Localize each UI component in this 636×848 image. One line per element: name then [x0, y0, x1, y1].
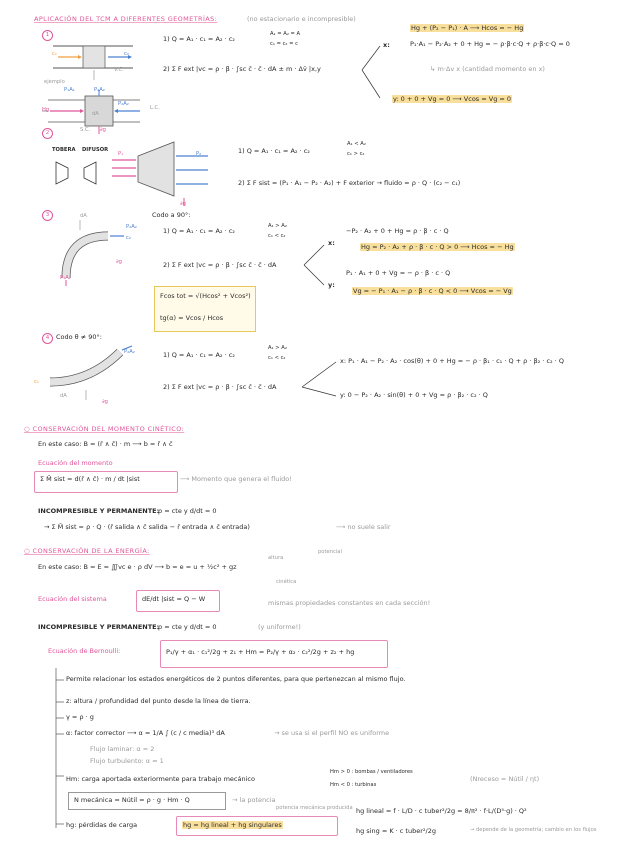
case3-y-axis: y: — [328, 281, 335, 289]
section3-hg-sing-note: → depende de la geometría; cambio en los flujos — [470, 827, 597, 833]
case1-y-eq-text: y: 0 + 0 + Vg = 0 ⟶ Vcos = Vg = 0 — [393, 95, 512, 103]
case1-x-eq1-text: Hg + (P₂ − P₁) · A ⟶ Hcos = − Hg — [411, 24, 524, 32]
section3-cond-note: (y uniforme!) — [258, 623, 301, 631]
case3-brace2: c₁ < c₂ — [268, 233, 286, 239]
case2-momentum: 2) Σ F sist = (P₁ · A₁ − P₂ · A₂) + F exterior → fluido = ρ · Q · (c₂ − c₁) — [238, 179, 461, 187]
case3-p2a2: P₂A₂ — [126, 224, 137, 230]
case1-ejemplo: ejemplo — [44, 79, 65, 85]
case3-y-eq2 — [352, 288, 513, 295]
case1-number: 1 — [42, 30, 53, 41]
case4-x-eq: x: P₁ · A₁ − P₂ · A₂ · cos(θ) + 0 + Hg = − ρ · β₁ · c₁ · Q + ρ · β₂ · c₂ · Q — [340, 357, 564, 365]
case2-nozzle-icons — [54, 160, 114, 190]
case1-p2a2-top: P₂A₂ — [94, 87, 105, 93]
case2-vg: ∂g — [180, 201, 186, 207]
case1-x-eq2: P₁·A₁ − P₂·A₂ + 0 + Hg = − ρ·β·c·Q + ρ·β·c·Q = 0 — [410, 40, 570, 48]
case3-p1a1: P₁A₁ — [60, 275, 71, 281]
section3-incompresible: INCOMPRESIBLE Y PERMANENTE: — [38, 623, 160, 631]
section3-b4: α: factor corrector ⟶ α = 1/A ∫ (c / c media)³ dA — [66, 729, 225, 737]
section3-laminar: Flujo laminar: α = 2 — [90, 745, 155, 753]
section3-cond: ρ = cte y d/dt = 0 — [158, 623, 217, 631]
case1-momentum: 2) Σ F ext |vc = ρ · β · ∫sc c̄ · c̄ · dA ± m · Δv̄ |x,y — [163, 65, 321, 73]
section2-title-text: CONSERVACIÓN DEL MOMENTO CINÉTICO: — [32, 425, 185, 433]
case1-y-eq — [392, 96, 512, 103]
case1-da-label: dA — [92, 111, 99, 117]
section3-cinetica: cinética — [276, 579, 297, 585]
case4-number: 4 — [42, 333, 53, 344]
section3-b1: Permite relacionar los estados energéticos de 2 puntos diferentes, para que pertenezcan al mismo flujo. — [66, 675, 406, 683]
section3-bernoulli-label: Ecuación de Bernoulli: — [48, 647, 121, 655]
case1-continuity: 1) Q = A₁ · c₁ = A₂ · c₂ — [163, 35, 235, 43]
case3-x-eq2 — [360, 244, 515, 251]
case1-x-eq3: ↳ m·Δv x (cantidad momento en x) — [430, 65, 545, 73]
section3-props: mismas propiedades constantes en cada sección! — [268, 599, 431, 607]
case3-fcos: Fcos tot = √(Hcos² + Vcos²) — [160, 292, 251, 300]
case3-x-eq1: −P₂ · A₂ + 0 + Hg = ρ · β · c · Q — [346, 227, 449, 235]
section3-hg-eq — [182, 822, 283, 829]
section3-b4-note: → se usa si el perfil NO es uniforme — [274, 729, 390, 737]
case3-x-eq2-text: Hg = P₂ · A₂ + ρ · β · c · Q > 0 ⟶ Hcos = − Hg — [361, 243, 514, 251]
section3-title — [24, 548, 150, 555]
case3-momentum: 2) Σ F ext |vc = ρ · β · ∫sc c̄ · c̄ · dA — [163, 261, 277, 269]
case4-y-eq: y: 0 − P₂ · A₂ · sin(θ) + 0 + Vg = ρ · β₂ · c₂ · Q — [340, 391, 488, 399]
section3-altura: altura — [268, 555, 284, 561]
case1-sc-label: S.C. — [80, 127, 91, 133]
case4-vg: ∂g — [102, 399, 108, 405]
case1-x-eq1 — [410, 25, 524, 32]
case2-number: 2 — [42, 128, 53, 139]
case1-p2a2-right: P₂A₂ — [118, 101, 129, 107]
section3-formula: dE/dt |sist = Q − W — [142, 595, 206, 603]
case1-label-c1: c₁ — [52, 51, 57, 57]
case4-title: Codo θ ≠ 90°: — [56, 333, 102, 341]
case1-hg-left: Hg — [42, 107, 50, 113]
case1-brace1: A₁ = A₂ = A — [270, 31, 301, 37]
section3-hm-b2: Hm < 0 : turbinas — [330, 782, 377, 788]
section3-ecuacion: Ecuación del sistema — [38, 595, 107, 603]
case3-x-axis: x: — [328, 239, 335, 247]
section3-nutil-note: → la potencia — [232, 796, 276, 804]
case3-y-eq1: P₁ · A₁ + 0 + Vg = − ρ · β · c · Q — [346, 269, 451, 277]
case2-difusor: DIFUSOR — [82, 147, 109, 153]
section2-result-note: ⟶ no suele salir — [336, 523, 391, 531]
case4-continuity: 1) Q = A₁ · c₁ = A₂ · c₂ — [163, 351, 235, 359]
case4-p2a2: P₂A₂ — [124, 349, 135, 355]
section3-hg-eq-text: hg = hg lineal + hg singulares — [183, 821, 282, 829]
section2-result: → Σ M̄ sist = ρ · Q · (r̄ salida ∧ c̄ salida − r̄ entrada ∧ c̄ entrada) — [44, 523, 250, 531]
section1-title: APLICACIÓN DEL TCM A DIFERENTES GEOMETRÍAS: — [34, 15, 218, 23]
section2-incompresible: INCOMPRESIBLE Y PERMANENTE: — [38, 507, 160, 515]
case1-vg-label: ∂g — [100, 127, 106, 133]
case2-p2: P₂ — [196, 151, 202, 157]
section2-formula: Σ M̄ sist = d(r̄ ∧ c̄) · m / dt |sist — [40, 475, 140, 483]
case1-brace2: c₁ = c₂ = c — [270, 41, 299, 47]
section3-b3: γ = ρ · g — [66, 713, 94, 721]
case4-da: dA — [60, 393, 67, 399]
section3-rend: (Nreceso = Nútil / ηt) — [470, 775, 540, 783]
case4-branch-arrows — [300, 362, 340, 412]
section3-hg-sing: hg sing = K · c tuber²/2g — [356, 827, 436, 835]
section2-ecuacion: Ecuación del momento — [38, 459, 113, 467]
case3-y-eq2-text: Vg = − P₁ · A₁ − ρ · β · c · Q < 0 ⟶ Vcos = − Vg — [353, 287, 512, 295]
case4-brace2: c₁ < c₂ — [268, 355, 286, 361]
case2-diffuser-diagram — [108, 136, 218, 206]
case1-p1a1-top: P₁A₁ — [64, 87, 75, 93]
section3-bullet-line — [50, 668, 70, 828]
section1-subtitle: (no estacionario e incompresible) — [247, 15, 356, 23]
case1-lc-label: L.C. — [150, 105, 160, 111]
case4-momentum: 2) Σ F ext |vc = ρ · β · ∫sc c̄ · c̄ · dA — [163, 383, 277, 391]
section2-nota: ⟶ Momento que genera el fluido! — [180, 475, 292, 483]
section3-title-text: CONSERVACIÓN DE LA ENERGÍA: — [32, 547, 150, 555]
section2-title — [24, 426, 184, 433]
case3-c2: c₂ — [126, 235, 131, 241]
case2-continuity: 1) Q = A₁ · c₁ = A₂ · c₂ — [238, 147, 310, 155]
case4-c1: c₁ — [34, 379, 39, 385]
section3-potencial: potencial — [318, 549, 342, 555]
case3-brace1: A₁ > A₂ — [268, 223, 287, 229]
section3-potencia-label: potencia mecánica producida — [276, 805, 353, 811]
case3-title: Codo a 90°: — [152, 211, 191, 219]
case3-continuity: 1) Q = A₁ · c₁ = A₂ · c₂ — [163, 227, 235, 235]
case2-p1: P₁ — [118, 151, 124, 157]
case2-tobera: TOBERA — [52, 147, 76, 153]
section3-b2: z: altura / profundidad del punto desde la línea de tierra. — [66, 697, 251, 705]
section2-cond: ρ = cte y d/dt = 0 — [158, 507, 217, 515]
section3-hg-lineal: hg lineal = f · L/D · c tuber²/2g = 8/π² · f·L/(D⁵·g) · Q² — [356, 807, 527, 815]
section3-bullet: ○ — [24, 547, 33, 555]
case1-label-c2: c₂ — [124, 51, 129, 57]
section3-turbulento: Flujo turbulento: α ≈ 1 — [90, 757, 164, 765]
case1-vc-label: V.C. — [114, 67, 124, 73]
section3-caso: En este caso: B = E = ∭vc e · ρ dV ⟶ b = e = u + ½c² + gz — [38, 563, 237, 571]
case3-tg: tg(α) = Vcos / Hcos — [160, 314, 224, 322]
section3-hm-b1: Hm > 0 : bombas / ventiladores — [330, 769, 413, 775]
section3-nutil: N mecánica = Nútil = ρ · g · Hm · Q — [74, 796, 190, 804]
case3-vg: ∂g — [116, 259, 122, 265]
case3-da: dA — [80, 213, 87, 219]
case4-brace1: A₁ > A₂ — [268, 345, 287, 351]
section2-caso: En este caso: B = (r̄ ∧ c̄) · m ⟶ b = r̄ ∧ c̄ — [38, 440, 173, 448]
case1-x-axis: x: — [383, 41, 390, 49]
case2-brace1: A₁ < A₂ — [347, 141, 366, 147]
section3-bernoulli: P₁/γ + α₁ · c₁²/2g + z₁ + Hm = P₂/γ + α₂ · c₂²/2g + z₂ + hg — [166, 648, 355, 656]
case3-number: 3 — [42, 210, 53, 221]
section2-bullet: ○ — [24, 425, 33, 433]
section3-hg: hg: pérdidas de carga — [66, 821, 138, 829]
case2-brace2: c₁ > c₂ — [347, 151, 365, 157]
section3-hm: Hm: carga aportada exteriormente para trabajo mecánico — [66, 775, 255, 783]
